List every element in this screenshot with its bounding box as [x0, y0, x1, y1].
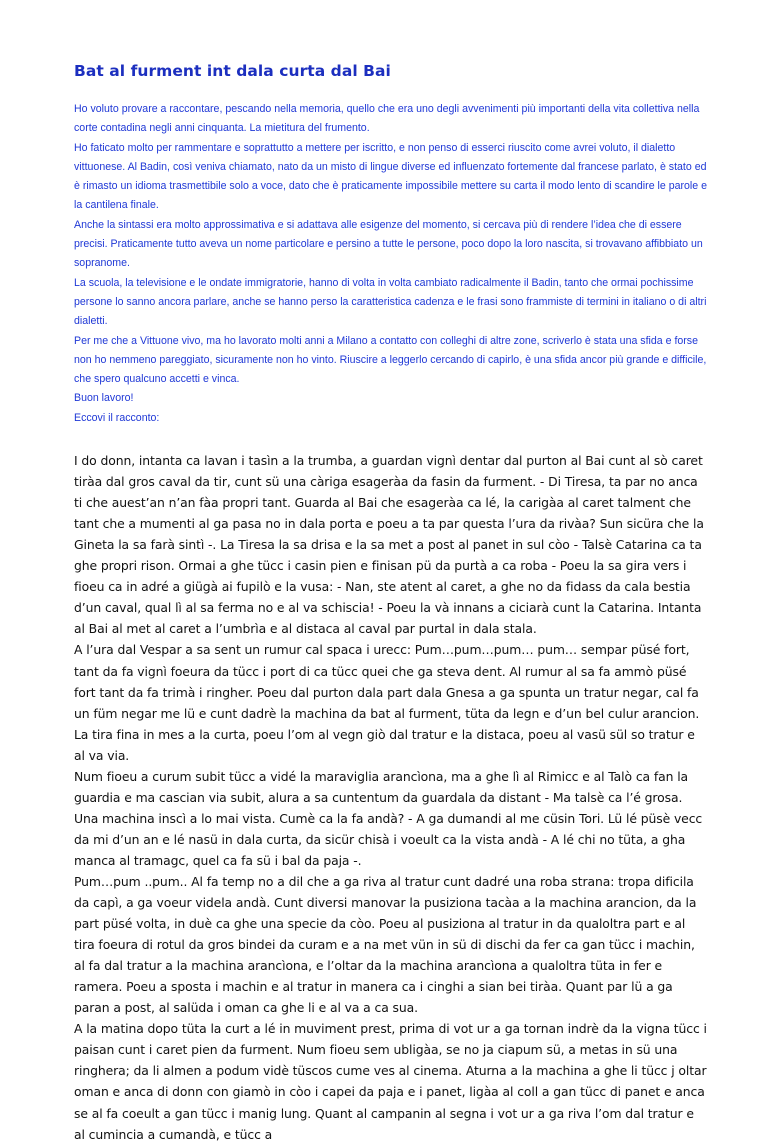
story-paragraph: I do donn, intanta ca lavan i tasìn a la trumba, a guardan vignì dentar dal purton al Bai cunt al sò caret tiràa dal gros caval da tir, cunt sü una càriga esageràa da fasin da furment. - Di Tiresa, ta par no anca ti che auest’an n’an fàa propri tant. Guarda al Bai che esageràa ca lé, la carigàa al caret talment che tant che a mumenti al ga pasa no in dala porta e poeu a ta par questa l’ura da rivàa? Sun sicüra che la Gineta la sa farà sintì -. La Tiresa la sa drisa e la sa met a post al panet in sul còo - Talsè Catarina ca ta ghe propri rison. Ormai a ghe tücc i casin pien e finisan pü da purtà a ca roba - Poeu la sa gira vers i fioeu ca in adré a giügà ai fupilò e la vusa: - Nan, ste atent al caret, a ghe no da fidass da cala bestia d’un caval, qual lì al sa ferma no e al va schiscia! - Poeu la và innans a ciciarà cunt la Catarina. Intanta al Bai al met al caret a l’umbrìa e al distaca al caval par purtal in dala stala.: [74, 453, 704, 637]
document-title: Bat al furment int dala curta dal Bai: [74, 62, 391, 80]
story-paragraph: A la matina dopo tüta la curt a lé in muviment prest, prima di vot ur a ga tornan indrè da la vigna tücc i paisan cunt i caret pien da furment. Num fioeu sem ubligàa, se no ja ciapum sü, a metas in sü una ringhera; da li almen a podum vidè tüscos cume ves al cinema. Aturna a la machina a ghe li tücc j oltar oman e anca di donn con giamò in còo i capei da paja e i panet, ligàa al coll a gan tücc di panet e anca se al fa coeult a gan tücc i manig lung. Quant al campanin al segna i vot ur a ga riva l’om dal tratur e al cumincia a cumandà, e tücc a: [74, 1021, 707, 1142]
story-paragraph: Pum…pum ..pum.. Al fa temp no a dil che a ga riva al tratur cunt dadré una roba strana: tropa dificila da capì, a ga voeur videla andà. Cunt diversi manovar la pusiziona tacàa a la machina arancion, da la part püsé volta, in duè ca ghe una specie da còo. Poeu al pusiziona al tratur in da qualoltra part e al tira foeura di rotul da gros bindei da curam e a na met vün in sü di dischi da fer ca gan tücc i machin, al fa dal tratur a la machina arancìona, e l’oltar da la machina arancìona a qualoltra tüta in fer e ramera. Poeu a sposta i machin e al tratur in manera ca i cinghi a sian bei tiràa. Quant par lü a ga paran a post, al salüda i oman ca ghe li e al va a ca sua.: [74, 873, 697, 1016]
intro-paragraph: Ho voluto provare a raccontare, pescando nella memoria, quello che era uno degli avvenimenti più importanti della vita collettiva nella corte contadina negli anni cinquanta. La mietitura del frumento.: [74, 103, 700, 135]
intro-section: [74, 100, 708, 428]
intro-paragraph: Per me che a Vittuone vivo, ma ho lavorato molti anni a Milano a contatto con colleghi di altre zone, scriverlo è stata una sfida e forse non ho nemmeno pareggiato, sicuramente non ho vinto. Riuscire a leggerlo cercando di capirlo, è una sfida ancor più grande e difficile, che spero qualcuno accetti e vinca.: [74, 334, 707, 386]
intro-paragraph: Buon lavoro!: [74, 392, 134, 405]
story-paragraph: Num fioeu a curum subit tücc a vidé la maraviglia arancìona, ma a ghe lì al Rimicc e al Talò ca fan la guardia e ma cascian via subit, alura a sa cuntentum da guardala da distant - Ma talsè ca l’é grosa. Una machina inscì a lo mai vista. Cumè ca la fa andà? - A ga dumandi al me cüsin Tori. Lü lé püsè vecc da mi d’un an e lé nasü in dala curta, da sicür chisà i voeult ca la vista andà - A lé chi no tüta, a gha manca al tramagc, quel ca fa sü i bal da paja -.: [74, 768, 703, 868]
story-paragraph: A l’ura dal Vespar a sa sent un rumur cal spaca i urecc: Pum…pum…pum… pum… sempar püsé fort, tant da fa vignì foeura da tücc i port di ca tücc quei che ga steva dent. Al rumur al sa fa ammò püsé fort tant da fa trimà i ringher. Poeu dal purton dala part dala Gnesa a ga spunta un tratur negar, cal fa un füm negar me lü e cunt dadrè la machina da bat al furment, tüta da legn e d’un bel culur arancion. La tira fina in mes a la curta, poeu l’om al vegn giò dal tratur e la distaca, poeu al vasü sül so tratur e al va via.: [74, 642, 700, 763]
intro-paragraph: Anche la sintassi era molto approssimativa e si adattava alle esigenze del momento, si cercava più di rendere l’idea che di essere precisi. Praticamente tutto aveva un nome particolare e persino a tutte le persone, poco dopo la loro nascita, si trovavano affibbiato un sopranome.: [74, 218, 703, 270]
intro-paragraph: La scuola, la televisione e le ondate immigratorie, hanno di volta in volta cambiato radicalmente il Badin, tanto che ormai pochissime persone lo sanno ancora parlare, anche se hanno perso la caratteristica cadenza e le frasi sono frammiste di termini in italiano o di altri dialetti.: [74, 276, 707, 328]
story-section: [74, 450, 708, 1145]
intro-paragraph: Eccovi il racconto:: [74, 411, 160, 424]
intro-paragraph: Ho faticato molto per rammentare e soprattutto a mettere per iscritto, e non penso di esserci riuscito come avrei voluto, il dialetto vittuonese. Al Badin, così veniva chiamato, nato da un misto di lingue diverse ed influenzato fortemente dal francese parlato, è stato ed è rimasto un idioma trasmettibile solo a voce, dato che è praticamente impossibile mettere su carta il modo lento di scandire le parole e la cantilena finale.: [74, 141, 707, 212]
